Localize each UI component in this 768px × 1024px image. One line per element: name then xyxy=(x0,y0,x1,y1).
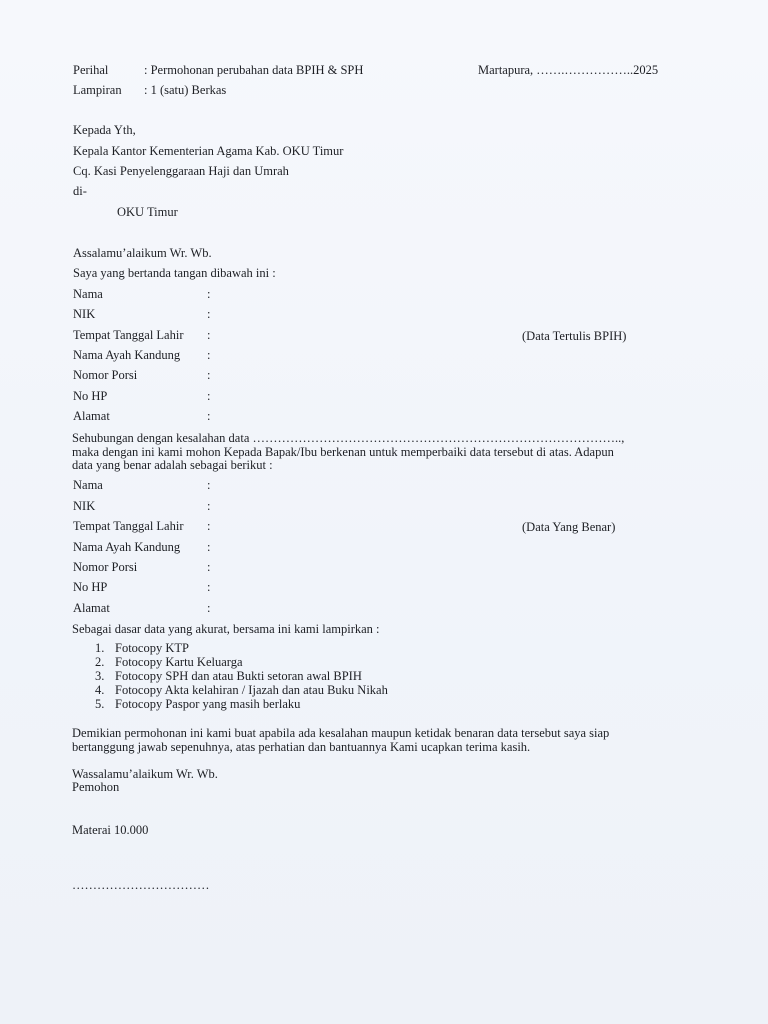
correct-field-porsi: Nomor Porsi xyxy=(73,560,138,574)
written-field-nama: Nama xyxy=(73,287,103,301)
addressee-line-2: Kepala Kantor Kementerian Agama Kab. OKU Timur xyxy=(73,144,344,158)
middle-paragraph-line-2: maka dengan ini kami mohon Kepada Bapak/Ibu berkenan untuk memperbaiki data tersebut di atas. Adapun xyxy=(72,445,614,459)
attachment-number: 3. xyxy=(95,669,105,683)
written-field-ttl: Tempat Tanggal Lahir xyxy=(73,328,184,342)
written-colon-ttl: : xyxy=(207,328,211,342)
addressee-line-4: di- xyxy=(73,184,87,198)
written-field-porsi: Nomor Porsi xyxy=(73,368,138,382)
attachment-text: Fotocopy Paspor yang masih berlaku xyxy=(115,697,301,711)
attachments-intro: Sebagai dasar data yang akurat, bersama ini kami lampirkan : xyxy=(72,622,380,636)
written-field-hp: No HP xyxy=(73,389,108,403)
closing-line-2: bertanggung jawab sepenuhnya, atas perhatian dan bantuannya Kami ucapkan terima kasih. xyxy=(72,740,531,754)
written-colon-alamat: : xyxy=(207,409,211,423)
closing-line-1: Demikian permohonan ini kami buat apabila ada kesalahan maupun ketidak benaran data tersebut saya siap xyxy=(72,726,610,740)
correct-field-nik: NIK xyxy=(73,499,96,513)
closing-salam: Wassalamu’alaikum Wr. Wb. xyxy=(72,767,218,781)
written-field-nik: NIK xyxy=(73,307,96,321)
lampiran-label: Lampiran xyxy=(73,83,122,97)
addressee-line-5: OKU Timur xyxy=(117,205,178,219)
written-field-alamat: Alamat xyxy=(73,409,110,423)
correct-data-note: (Data Yang Benar) xyxy=(522,520,616,534)
addressee-line-3: Cq. Kasi Penyelenggaraan Haji dan Umrah xyxy=(73,164,289,178)
perihal-value: : Permohonan perubahan data BPIH & SPH xyxy=(144,63,364,77)
correct-field-hp: No HP xyxy=(73,580,108,594)
addressee-line-1: Kepada Yth, xyxy=(73,123,136,137)
perihal-label: Perihal xyxy=(73,63,109,77)
attachment-item xyxy=(95,669,362,683)
attachment-text: Fotocopy KTP xyxy=(115,641,189,655)
attachment-item xyxy=(95,655,243,669)
attachment-number: 1. xyxy=(95,641,105,655)
written-colon-porsi: : xyxy=(207,368,211,382)
correct-colon-hp: : xyxy=(207,580,211,594)
written-colon-nama: : xyxy=(207,287,211,301)
pemohon-label: Pemohon xyxy=(72,780,120,794)
correct-colon-ayah: : xyxy=(207,540,211,554)
correct-field-nama: Nama xyxy=(73,478,103,492)
correct-field-alamat: Alamat xyxy=(73,601,110,615)
lampiran-value: : 1 (satu) Berkas xyxy=(144,83,227,97)
attachment-text: Fotocopy Akta kelahiran / Ijazah dan atau Buku Nikah xyxy=(115,683,388,697)
attachment-text: Fotocopy SPH dan atau Bukti setoran awal BPIH xyxy=(115,669,362,683)
greeting: Assalamu’alaikum Wr. Wb. xyxy=(73,246,212,260)
attachment-item xyxy=(95,641,189,655)
correct-field-ayah: Nama Ayah Kandung xyxy=(73,540,181,554)
written-field-ayah: Nama Ayah Kandung xyxy=(73,348,181,362)
written-colon-nik: : xyxy=(207,307,211,321)
attachment-text: Fotocopy Kartu Keluarga xyxy=(115,655,243,669)
correct-colon-porsi: : xyxy=(207,560,211,574)
attachment-item xyxy=(95,683,388,697)
correct-colon-nama: : xyxy=(207,478,211,492)
written-colon-ayah: : xyxy=(207,348,211,362)
correct-colon-ttl: : xyxy=(207,519,211,533)
intro-line: Saya yang bertanda tangan dibawah ini : xyxy=(73,266,276,280)
middle-paragraph-line-3: data yang benar adalah sebagai berikut : xyxy=(72,458,273,472)
correct-colon-nik: : xyxy=(207,499,211,513)
attachment-number: 4. xyxy=(95,683,105,697)
correct-field-ttl: Tempat Tanggal Lahir xyxy=(73,519,184,533)
written-data-note: (Data Tertulis BPIH) xyxy=(522,329,627,343)
middle-paragraph-line-1: Sehubungan dengan kesalahan data …………………………………………………………………………….., xyxy=(72,431,625,445)
place-date: Martapura, …….……………..2025 xyxy=(478,63,659,77)
signature-line: …………………………… xyxy=(72,878,210,892)
attachment-item xyxy=(95,697,300,711)
correct-colon-alamat: : xyxy=(207,601,211,615)
attachment-number: 5. xyxy=(95,697,105,711)
attachment-number: 2. xyxy=(95,655,105,669)
written-colon-hp: : xyxy=(207,389,211,403)
materai-label: Materai 10.000 xyxy=(72,823,149,837)
